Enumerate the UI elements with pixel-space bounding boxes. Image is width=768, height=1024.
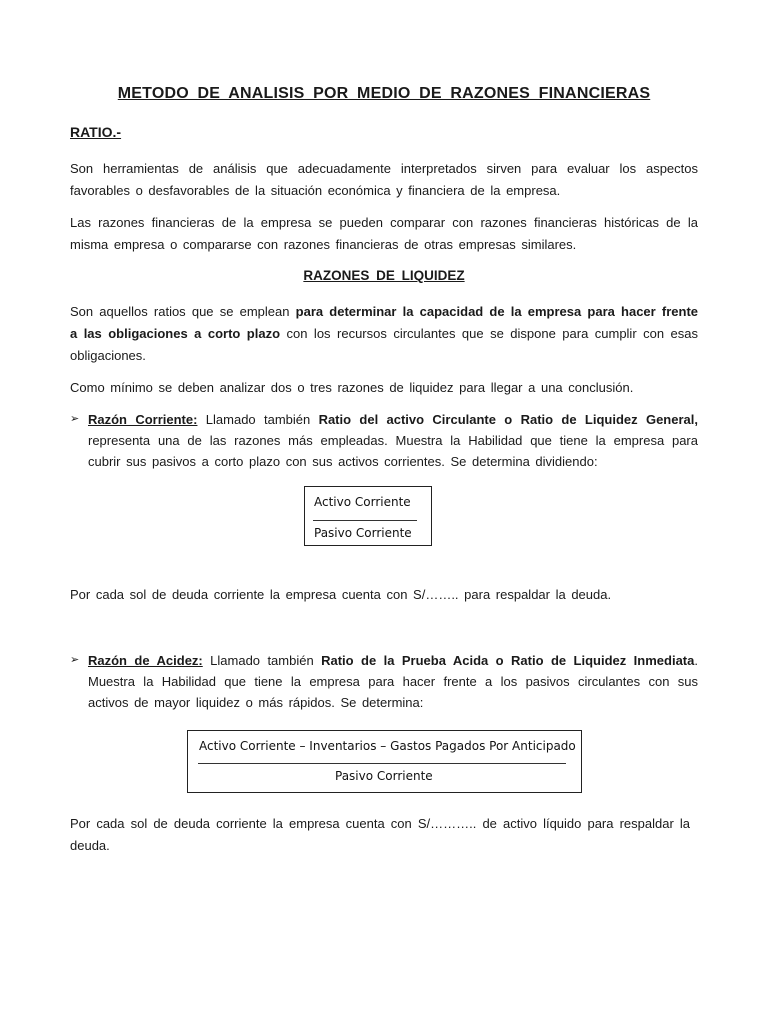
arrow-bullet-icon: ➢ <box>70 654 80 666</box>
bullet-text-post: representa una de las razones más empleadas. Muestra la Habilidad que tiene la empresa para cubrir sus pasivos a corto plazo con sus activos corrientes. Se determina dividiendo: <box>88 433 698 469</box>
bullet-term: Razón de Acidez: <box>88 653 203 668</box>
fraction-line <box>198 763 566 764</box>
current-ratio-interpretation: Por cada sol de deuda corriente la empresa cuenta con S/…….. para respaldar la deuda. <box>70 587 612 602</box>
liquidez-definition-paragraph <box>70 301 698 367</box>
bullet-text-bold: Ratio del activo Circulante o Ratio de Liquidez General, <box>318 412 698 427</box>
bullet-razon-corriente <box>70 409 698 472</box>
liquidez-text-bold: para determinar la capacidad de la empresa para hacer frente a las obligaciones a corto plazo <box>70 304 699 341</box>
ratio-heading: RATIO.- <box>70 124 122 140</box>
formula-denominator: Pasivo Corriente <box>314 526 412 540</box>
liquidez-text-pre: Son aquellos ratios que se emplean <box>70 304 296 319</box>
comparison-paragraph: Las razones financieras de la empresa se pueden comparar con razones financieras históricas de la misma empresa o compararse con razones financieras de otras empresas similares. <box>70 215 698 252</box>
liquidez-heading: RAZONES DE LIQUIDEZ <box>303 268 465 283</box>
formula-numerator: Activo Corriente – Inventarios – Gastos Pagados Por Anticipado <box>199 739 576 753</box>
bullet-text-pre: Llamado también <box>197 412 319 427</box>
bullet-text-post: . Muestra la Habilidad que tiene la empresa para hacer frente a los pasivos circulantes con sus activos de mayor liquidez o más rápidos. Se determina: <box>88 653 698 710</box>
fraction-line <box>313 520 417 521</box>
bullet-text-bold: Ratio de la Prueba Acida o Ratio de Liquidez Inmediata <box>321 653 695 668</box>
minimum-ratios-paragraph: Como mínimo se deben analizar dos o tres razones de liquidez para llegar a una conclusión. <box>70 380 634 395</box>
arrow-bullet-icon: ➢ <box>70 413 80 425</box>
bullet-text-pre: Llamado también <box>202 653 322 668</box>
ratio-definition-paragraph: Son herramientas de análisis que adecuadamente interpretados sirven para evaluar los aspectos favorables o desfavorables de la situación económica y financiera de la empresa. <box>70 161 698 198</box>
liquidez-text-post: con los recursos circulantes que se dispone para cumplir con esas obligaciones. <box>70 326 698 363</box>
formula-razon-corriente <box>304 486 432 546</box>
bullet-text <box>88 409 698 472</box>
formula-razon-acidez <box>187 730 582 793</box>
acid-ratio-interpretation: Por cada sol de deuda corriente la empresa cuenta con S/……….. de activo líquido para respaldar la deuda. <box>70 816 690 853</box>
bullet-text <box>88 650 698 713</box>
bullet-razon-acidez <box>70 650 698 713</box>
formula-denominator: Pasivo Corriente <box>335 769 433 783</box>
bullet-term: Razón Corriente: <box>88 412 198 427</box>
document-title: METODO DE ANALISIS POR MEDIO DE RAZONES FINANCIERAS <box>117 85 651 102</box>
formula-numerator: Activo Corriente <box>314 495 411 509</box>
